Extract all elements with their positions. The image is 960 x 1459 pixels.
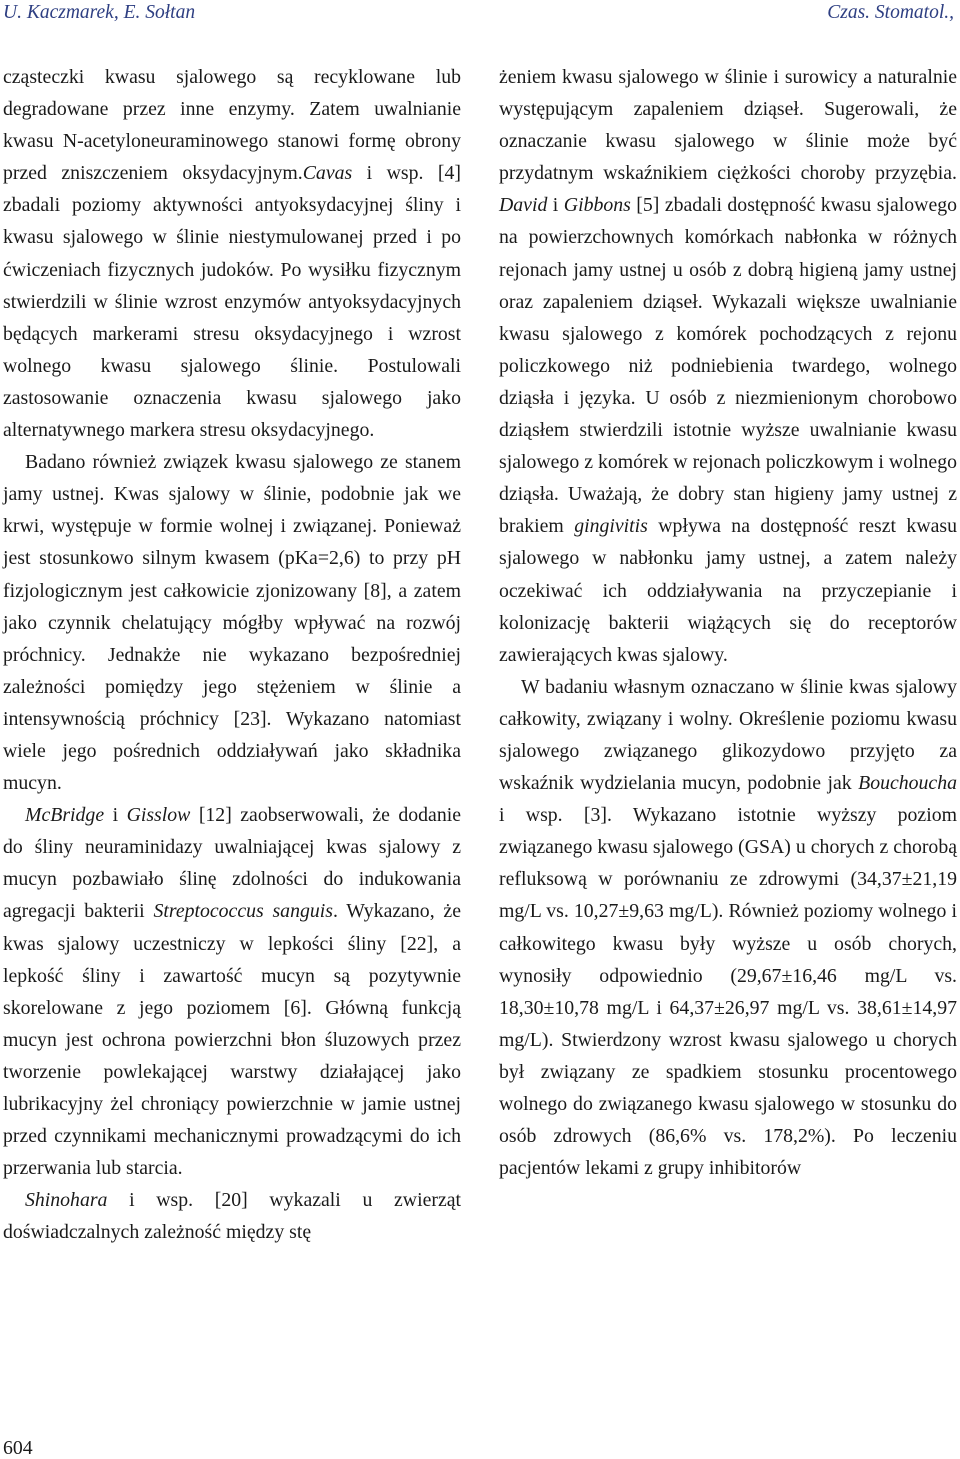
text-span: cząsteczki kwasu sjalowego są recyklowane lub degradowane przez inne enzymy. Zatem uwalnianie kwasu N-acetyloneuraminowego stanowi formę obrony przed zniszczeniem oksydacyjnym. bbox=[3, 66, 461, 185]
text-span: [5] zbadali dostępność kwasu sjalowego na powierzchownych komórkach nabłonka w różnych rejonach jamy ustnej u osób z dobrą higieną jamy ustnej oraz zapaleniem dziąseł. Wykazali większe uwalnianie kwasu sjalowego z komórek pochodzących z rejonu policzkowego niż podniebienia twardego, wolnego dziąsła i języka. U osób z niezmienionym chorobowo dziąsłem stwierdzili istotnie wyższe uwalnianie kwasu sjalowego z komórek w rejonach policzkowym i wolnego dziąsła. Uważają, że dobry stan higieny jamy ustnej z brakiem bbox=[499, 194, 958, 538]
right-paragraph-1 bbox=[499, 61, 957, 671]
author-name: David bbox=[499, 194, 548, 217]
text-span: W badaniu własnym oznaczano w ślinie kwas sjalowy całkowity, związany i wolny. Określenie poziomu kwasu sjalowego związanego glikozydowo przyjęto za wskaźnik wydzielania mucyn, podobnie jak bbox=[499, 675, 957, 795]
text-span: żeniem kwasu sjalowego w ślinie i surowicy a naturalnie występującym zapaleniem dziąseł. Sugerowali, że oznaczanie kwasu sjalowego w ślinie może być przydatnym wskaźnikiem ciężkości choroby przyzębia. bbox=[499, 66, 957, 185]
author-name: Shinohara bbox=[25, 1189, 108, 1212]
header-journal: Czas. Stomatol., bbox=[827, 2, 954, 23]
author-name: McBridge bbox=[25, 804, 105, 827]
author-name: Bouchoucha bbox=[858, 772, 957, 795]
page-number: 604 bbox=[3, 1437, 33, 1459]
right-paragraph-2 bbox=[499, 671, 957, 1185]
text-span: i bbox=[547, 194, 564, 217]
medical-term: gingivitis bbox=[574, 515, 648, 538]
right-column bbox=[499, 61, 957, 1184]
running-header bbox=[0, 0, 960, 30]
left-column bbox=[3, 61, 461, 1248]
left-paragraph-2: Badano również związek kwasu sjalowego ze stanem jamy ustnej. Kwas sjalowy w ślinie, podobnie jak we krwi, występuje w formie wolnej i związanej. Ponieważ jest stosunkowo silnym kwasem (pKa=2,6) to przy pH fizjologicznym jest całkowicie zjonizowany [8], a zatem jako czynnik chelatujący mógłby wpływać na rozwój próchnicy. Jednakże nie wykazano bezpośredniej zależności pomiędzy jego stężeniem w ślinie a intensywnością próchnicy [23]. Wykazano natomiast wiele jego pośrednich oddziaływań jako składnika mucyn. bbox=[3, 451, 461, 795]
left-paragraph-4 bbox=[3, 1184, 461, 1248]
text-span: i wsp. [20] wykazali u zwierząt doświadczalnych zależność między stę bbox=[3, 1189, 461, 1244]
text-span: wpływa na dostępność reszt kwasu sjalowego w nabłonku jamy ustnej, a zatem należy oczekiwać ich oddziaływania na przyczepianie i kolonizację bakterii wiążących się do receptorów zawierających kwas sjalowy. bbox=[499, 515, 957, 666]
header-authors: U. Kaczmarek, E. Sołtan bbox=[3, 2, 196, 23]
author-name: Gisslow bbox=[126, 804, 191, 827]
text-span: i wsp. [4] zbadali poziomy aktywności antyoksydacyjnej śliny i kwasu sjalowego w ślinie niestymulowanej przed i po ćwiczeniach fizycznych judoków. Po wysiłku fizycznym stwierdzili w ślinie wzrost enzymów antyoksydacyjnych będących markerami stresu oksydacyjnego i wzrost wolnego kwasu sjalowego ślinie. Postulowali zastosowanie oznaczenia kwasu sjalowego jako alternatywnego markera stresu oksydacyjnego. bbox=[3, 162, 461, 442]
left-paragraph-1 bbox=[3, 61, 461, 446]
species-name: Streptococcus sanguis bbox=[153, 900, 333, 923]
author-name: Cavas bbox=[302, 162, 353, 185]
author-name: Gibbons bbox=[563, 194, 631, 217]
text-span: . Wykazano, że kwas sjalowy uczestniczy w lepkości śliny [22], a lepkość śliny i zawartość mucyn są pozytywnie skorelowane z jego poziomem [6]. Główną funkcją mucyn jest ochrona powierzchni błon śluzowych przez tworzenie powlekającej warstwy działającej jako lubrikacyjny żel chroniący powierzchnie w jamie ustnej przed czynnikami mechanicznymi prowadzącymi do ich przerwania lub starcia. bbox=[3, 900, 461, 1180]
left-paragraph-3 bbox=[3, 799, 461, 1184]
text-span: [12] zaobserwowali, że dodanie do śliny neuraminidazy uwalniającej kwas sjalowy z mucyn pozbawiało ślinę zdolności do indukowania agregacji bakterii bbox=[3, 804, 461, 923]
text-span: i wsp. [3]. Wykazano istotnie wyższy poziom związanego kwasu sjalowego (GSA) u chorych z chorobą refluksową w porównaniu ze zdrowymi (34,37±21,19 mg/L vs. 10,27±9,63 mg/L). Również poziomy wolnego i całkowitego kwasu były wyższe u osób chorych, wynosiły odpowiednio (29,67±16,46 mg/L vs. 18,30±10,78 mg/L i 64,37±26,97 mg/L vs. 38,61±14,97 mg/L). Stwierdzony wzrost kwasu sjalowego u chorych był związany ze spadkiem stosunku procentowego wolnego do związanego kwasu sjalowego w stosunku do osób zdrowych (86,6% vs. 178,2%). Po leczeniu pacjentów lekami z grupy inhibitorów bbox=[499, 804, 957, 1180]
text-span: i bbox=[104, 804, 127, 827]
